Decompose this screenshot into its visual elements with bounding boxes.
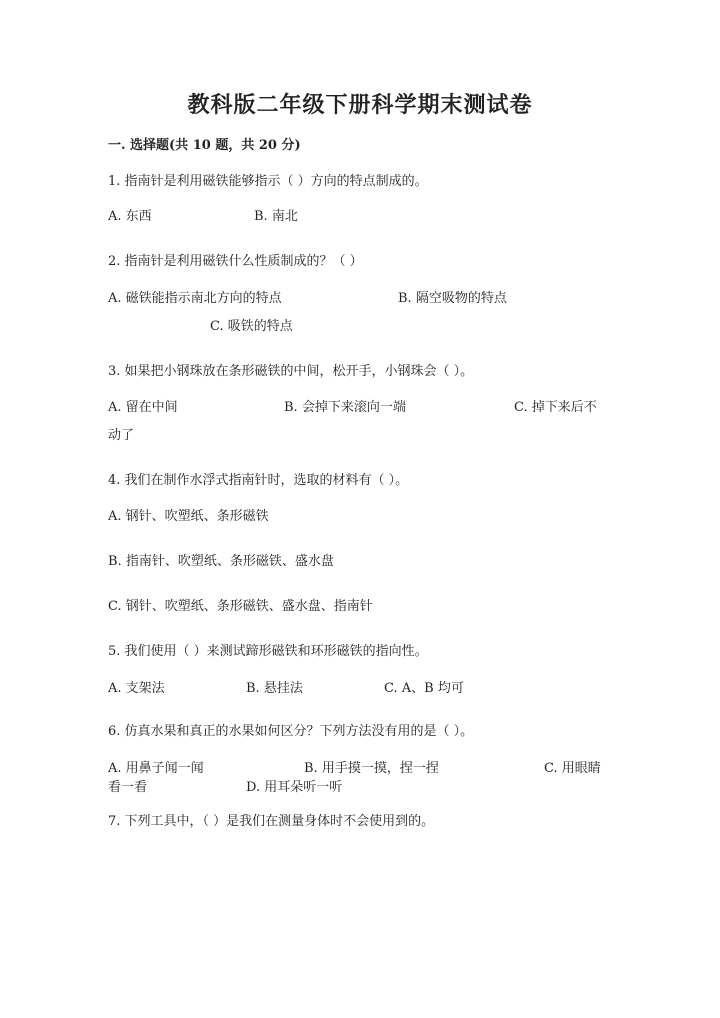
question-2-stem: 2. 指南针是利用磁铁什么性质制成的？（ ） <box>108 254 363 269</box>
question-3-stem: 3. 如果把小钢珠放在条形磁铁的中间，松开手，小钢珠会（ ）。 <box>108 364 474 379</box>
question-1-option-b: B. 南北 <box>254 209 298 224</box>
question-4-option-c: C. 钢针、吹塑纸、条形磁铁、盛水盘、指南针 <box>108 599 373 614</box>
question-4-option-a: A. 钢针、吹塑纸、条形磁铁 <box>108 509 269 524</box>
question-5-option-c: C. A、B 均可 <box>384 681 464 696</box>
question-1-option-a: A. 东西 <box>108 209 152 224</box>
question-5-stem: 5. 我们使用（ ）来测试蹄形磁铁和环形磁铁的指向性。 <box>108 644 428 659</box>
question-2-option-b: B. 隔空吸物的特点 <box>398 291 507 306</box>
question-6-option-c: C. 用眼睛 <box>544 761 601 776</box>
question-5-option-a: A. 支架法 <box>108 681 165 696</box>
question-5-option-b: B. 悬挂法 <box>246 681 303 696</box>
question-4-stem: 4. 我们在制作水浮式指南针时，选取的材料有（ ）。 <box>108 473 409 488</box>
question-3-option-b: B. 会掉下来滚向一端 <box>284 400 406 415</box>
question-3-option-a: A. 留在中间 <box>108 400 178 415</box>
question-3-option-c: C. 掉下来后不 <box>514 400 597 415</box>
question-6-option-a: A. 用鼻子闻一闻 <box>108 761 204 776</box>
page-title: 教科版二年级下册科学期末测试卷 <box>187 92 533 118</box>
question-6-option-d: D. 用耳朵听一听 <box>246 780 343 795</box>
question-6-option-c-continued: 看一看 <box>108 780 148 795</box>
question-6-option-b: B. 用手摸一摸，捏一捏 <box>304 761 439 776</box>
question-4-option-b: B. 指南针、吹塑纸、条形磁铁、盛水盘 <box>108 554 334 569</box>
section-heading: 一. 选择题(共 10 题，共 20 分) <box>108 138 301 153</box>
question-1-stem: 1. 指南针是利用磁铁能够指示（ ）方向的特点制成的。 <box>108 174 428 189</box>
question-2-option-c: C. 吸铁的特点 <box>210 319 293 334</box>
question-3-option-c-continued: 动了 <box>108 428 135 443</box>
question-2-option-a: A. 磁铁能指示南北方向的特点 <box>108 291 282 306</box>
question-7-stem: 7. 下列工具中，（ ）是我们在测量身体时不会使用到的。 <box>108 814 435 829</box>
question-6-stem: 6. 仿真水果和真正的水果如何区分？下列方法没有用的是（ ）。 <box>108 724 474 739</box>
